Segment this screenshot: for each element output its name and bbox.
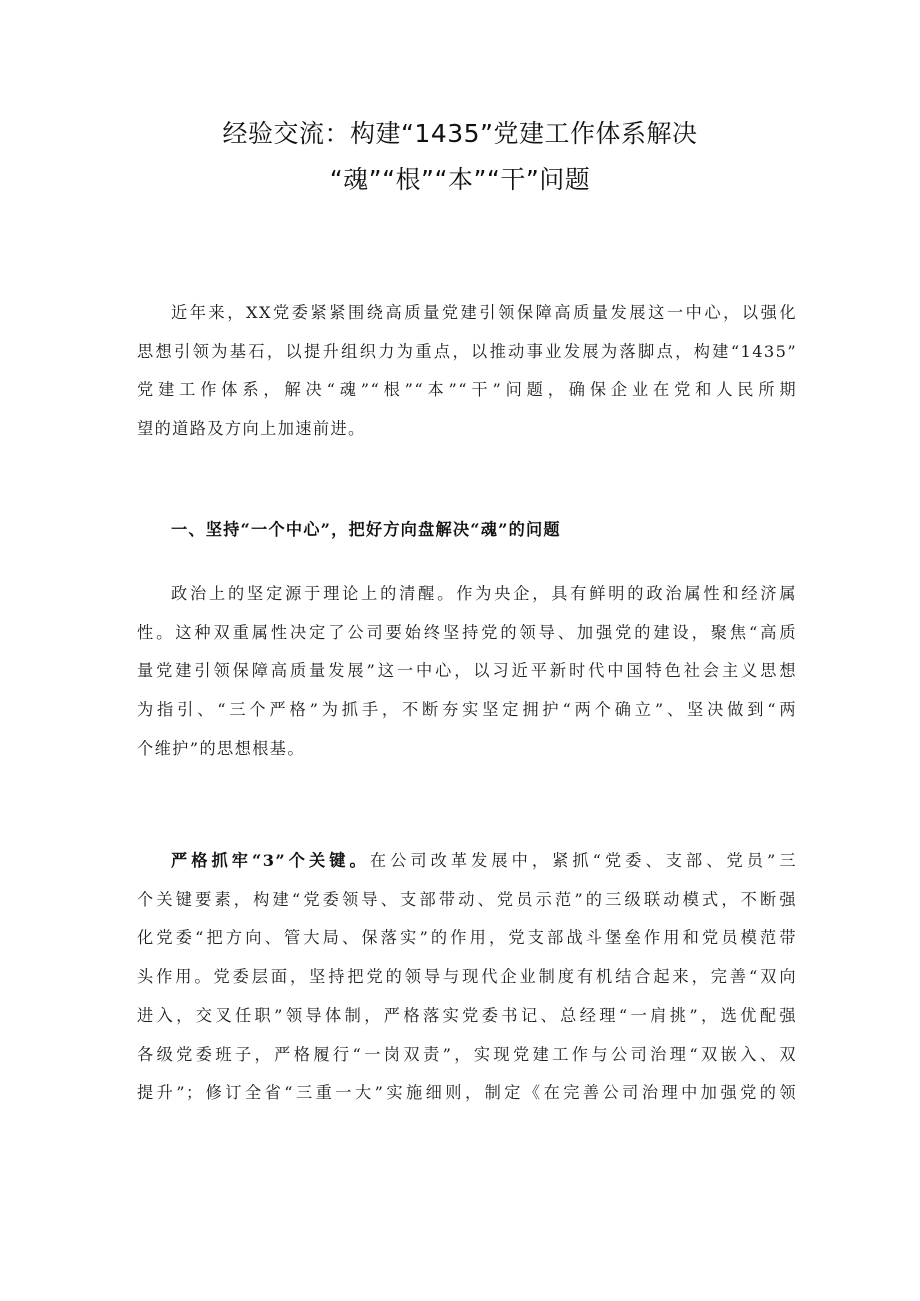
paragraph-line bbox=[137, 842, 797, 881]
paragraph-line: 量党建引领保障高质量发展”这一中心，以习近平新时代中国特色社会主义思想 bbox=[137, 661, 797, 681]
section-heading: 一、坚持“一个中心”，把好方向盘解决“魂”的问题 bbox=[171, 520, 561, 539]
document-title-line-2: “魂”“根”“本”“干”问题 bbox=[329, 165, 591, 194]
paragraph-line: 个维护”的思想根基。 bbox=[137, 738, 305, 758]
section1-paragraph bbox=[137, 575, 797, 769]
paragraph-line: 各级党委班子，严格履行“一岗双责”，实现党建工作与公司治理“双嵌入、双 bbox=[137, 1044, 797, 1064]
paragraph-line: 提升”；修订全省“三重一大”实施细则，制定《在完善公司治理中加强党的领 bbox=[137, 1083, 797, 1103]
paragraph-line: 政治上的坚定源于理论上的清醒。作为央企，具有鲜明的政治属性和经济属 bbox=[171, 584, 797, 603]
paragraph-line: 头作用。党委层面，坚持把党的领导与现代企业制度有机结合起来，完善“双向 bbox=[137, 967, 797, 987]
paragraph-line: 望的道路及方向上加速前进。 bbox=[137, 419, 366, 439]
bold-lead-phrase: 严格抓牢“3”个关键。 bbox=[171, 851, 370, 870]
paragraph-line-rest: 在公司改革发展中，紧抓“党委、支部、党员”三 bbox=[369, 851, 797, 870]
paragraph-line: 近年来，XX党委紧紧围绕高质量党建引领保障高质量发展这一中心，以强化 bbox=[171, 303, 797, 322]
paragraph-line: 进入，交叉任职”领导体制，严格落实党委书记、总经理“一肩挑”，选优配强 bbox=[137, 1005, 797, 1025]
document-title-line-1: 经验交流：构建“1435”党建工作体系解决 bbox=[222, 119, 698, 148]
paragraph-line: 性。这种双重属性决定了公司要始终坚持党的领导、加强党的建设，聚焦“高质 bbox=[137, 622, 797, 642]
paragraph-line: 为指引、“三个严格”为抓手，不断夯实坚定拥护“两个确立”、坚决做到“两 bbox=[137, 700, 797, 720]
paragraph-line: 个关键要素，构建“党委领导、支部带动、党员示范”的三级联动模式，不断强 bbox=[137, 889, 797, 909]
paragraph-line: 化党委“把方向、管大局、保落实”的作用，党支部战斗堡垒作用和党员模范带 bbox=[137, 928, 797, 948]
intro-paragraph bbox=[137, 294, 797, 449]
paragraph-line: 党建工作体系，解决“魂”“根”“本”“干”问题，确保企业在党和人民所期 bbox=[137, 380, 797, 400]
paragraph-line: 思想引领为基石，以提升组织力为重点，以推动事业发展为落脚点，构建“1435” bbox=[137, 341, 797, 361]
key-points-paragraph bbox=[137, 842, 797, 1113]
